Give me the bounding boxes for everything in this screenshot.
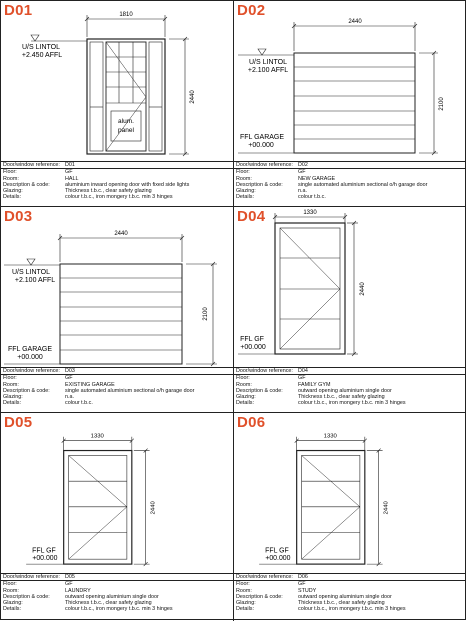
floor-level-label: FFL GF: [265, 547, 289, 555]
info-row-reference: Door/window reference: D04: [234, 368, 466, 375]
floor-level-label: FFL GARAGE: [7, 346, 53, 353]
info-row-details: Details: colour t.b.c., iron mongery t.b.c. min 3 hinges: [236, 606, 406, 613]
lintol-level: +2.450 AFFL: [21, 52, 63, 59]
info-row-floor: Floor: GF: [3, 581, 73, 588]
info-row-room: Room: EXISTING GARAGE: [3, 381, 115, 388]
info-row-floor: Floor: GF: [236, 581, 306, 588]
door-panel-d03: [1, 207, 234, 413]
info-row-description: Description & code: single automated aluminium sectional o/h garage door: [3, 387, 195, 394]
info-row-description: Description & code: outward opening aluminium single door: [236, 593, 392, 600]
door-elevation-d04: [234, 207, 466, 367]
info-row-glazing: Glazing: Thickness t.b.c., clear safety glazing: [3, 600, 152, 607]
info-row-details: Details: colour t.b.c.: [236, 194, 326, 201]
info-row-reference: Door/window reference: D06: [234, 574, 466, 581]
info-row-details: Details: colour t.b.c., iron mongery t.b.c. min 3 hinges: [3, 194, 173, 201]
door-info-table: [1, 161, 234, 207]
info-row-reference: Door/window reference: D05: [1, 574, 234, 581]
info-row-reference: Door/window reference: D02: [234, 162, 466, 169]
door-elevation-d05: [1, 413, 234, 573]
height-dimension: 2100: [439, 97, 445, 111]
door-panel-d04: [234, 207, 466, 413]
door-panel-d01: [1, 1, 234, 207]
info-row-glazing: Glazing: n.a.: [3, 394, 74, 401]
door-code: D04: [237, 208, 266, 225]
info-row-glazing: Glazing: Thickness t.b.c., clear safety glazing: [3, 188, 152, 195]
height-dimension: 2100: [203, 307, 209, 321]
info-row-details: Details: colour t.b.c.: [3, 400, 93, 407]
door-panel-d06: [234, 413, 466, 621]
info-row-glazing: Glazing: Thickness t.b.c., clear safety glazing: [236, 394, 385, 401]
info-row-room: Room: FAMILY GYM: [236, 381, 331, 388]
door-code: D05: [4, 414, 33, 431]
door-info-table: [234, 367, 466, 413]
height-dimension: 2440: [190, 90, 196, 104]
floor-level-label: FFL GF: [32, 547, 56, 555]
door-elevation-d01: [1, 1, 234, 161]
info-row-glazing: Glazing: n.a.: [236, 188, 307, 195]
width-dimension: 2440: [348, 19, 362, 25]
floor-level-value: +00.000: [265, 555, 291, 563]
door-code: D03: [4, 208, 33, 225]
info-row-reference: Door/window reference: D01: [1, 162, 234, 169]
door-elevation-d06: [234, 413, 466, 573]
floor-level-value: +00.000: [32, 555, 58, 563]
width-dimension: 1330: [90, 433, 104, 440]
lintol-level: +2.100 AFFL: [247, 67, 289, 74]
door-code: D01: [4, 2, 33, 19]
info-row-room: Room: NEW GARAGE: [236, 175, 336, 182]
info-row-room: Room: LAUNDRY: [3, 587, 91, 594]
door-info-table: [1, 367, 234, 413]
width-dimension: 1330: [323, 433, 337, 440]
door-info-table: [234, 161, 466, 207]
door-elevation-d02: [234, 1, 466, 161]
floor-level-value: +00.000: [248, 142, 274, 149]
info-row-room: Room: HALL: [3, 175, 79, 182]
info-row-floor: Floor: GF: [236, 375, 306, 382]
info-row-floor: Floor: GF: [236, 169, 306, 176]
info-row-floor: Floor: GF: [3, 169, 73, 176]
floor-level-value: +00.000: [17, 354, 43, 361]
info-row-details: Details: colour t.b.c., iron mongery t.b.c. min 3 hinges: [236, 400, 406, 407]
lintol-label: U/S LINTOL: [22, 44, 60, 51]
height-dimension: 2440: [150, 501, 157, 515]
info-row-details: Details: colour t.b.c., iron mongery t.b.c. min 3 hinges: [3, 606, 173, 613]
lintol-level: +2.100 AFFL: [14, 277, 56, 284]
height-dimension: 2440: [360, 282, 366, 296]
door-info-table: [1, 573, 234, 621]
width-dimension: 1330: [303, 210, 317, 216]
floor-level-value: +00.000: [240, 344, 266, 351]
door-code: D06: [237, 414, 266, 431]
floor-level-label: FFL GARAGE: [239, 134, 285, 141]
lintol-label: U/S LINTOL: [12, 269, 50, 276]
info-row-description: Description & code: single automated aluminium sectional o/h garage door: [236, 181, 428, 188]
panel-label: alum.: [118, 118, 134, 125]
info-row-reference: Door/window reference: D03: [1, 368, 234, 375]
info-row-room: Room: STUDY: [236, 587, 317, 594]
info-row-description: Description & code: outward opening aluminium single door: [236, 387, 392, 394]
door-code: D02: [237, 2, 266, 19]
door-panel-d05: [1, 413, 234, 621]
height-dimension: 2440: [383, 501, 390, 515]
panel-label: panel: [118, 127, 134, 134]
floor-level-label: FFL GF: [240, 336, 264, 343]
width-dimension: 1810: [119, 12, 133, 18]
door-panel-d02: [234, 1, 466, 207]
info-row-glazing: Glazing: Thickness t.b.c., clear safety glazing: [236, 600, 385, 607]
door-info-table: [234, 573, 466, 621]
info-row-description: Description & code: aluminium inward opening door with fixed side lights: [3, 181, 190, 188]
info-row-description: Description & code: outward opening aluminium single door: [3, 593, 159, 600]
info-row-floor: Floor: GF: [3, 375, 73, 382]
lintol-label: U/S LINTOL: [249, 59, 287, 66]
door-elevation-d03: [1, 207, 234, 367]
width-dimension: 2440: [114, 231, 128, 237]
